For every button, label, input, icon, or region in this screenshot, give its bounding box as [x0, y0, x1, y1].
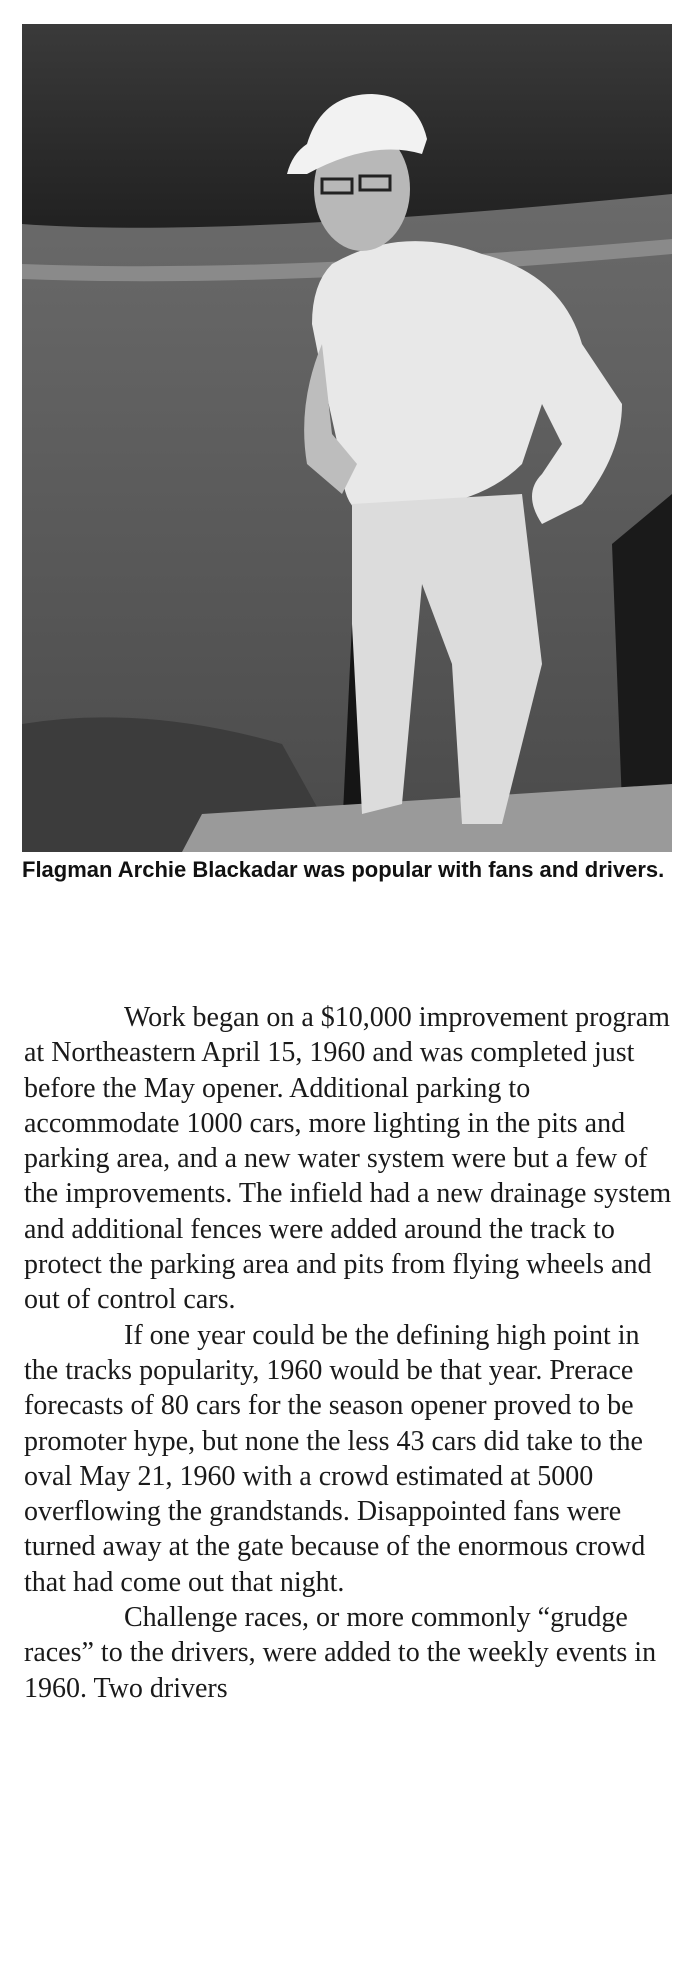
article-body — [24, 1000, 674, 1706]
article-paragraph — [24, 1000, 674, 1318]
flagman-photo-illustration — [22, 24, 672, 852]
article-paragraph — [24, 1318, 674, 1600]
paragraph-text: Challenge races, or more commonly “grudge races” to the drivers, were added to the weekly events in 1960. Two drivers — [24, 1602, 657, 1704]
paragraph-text: Work began on a $10,000 improvement program at Northeastern April 15, 1960 and was completed just before the May opener. Additional parking to accommodate 1000 cars, more lighting in the pits and parking area, and a new water system were but a few of the improvements. The infield had a new drainage system and additional fences were added around the track to protect the parking area and pits from flying wheels and out of control cars. — [24, 1002, 672, 1316]
flagman-photo — [22, 24, 672, 852]
photo-caption: Flagman Archie Blackadar was popular with fans and drivers. — [22, 857, 665, 882]
article-paragraph — [24, 1600, 674, 1706]
paragraph-text: If one year could be the defining high point in the tracks popularity, 1960 would be that year. Prerace forecasts of 80 cars for the season opener proved to be promoter hype, but none the less 43 cars did take to the oval May 21, 1960 with a crowd estimated at 5000 overflowing the grandstands. Disappointed fans were turned away at the gate because of the enormous crowd that had come out that night. — [24, 1319, 646, 1598]
